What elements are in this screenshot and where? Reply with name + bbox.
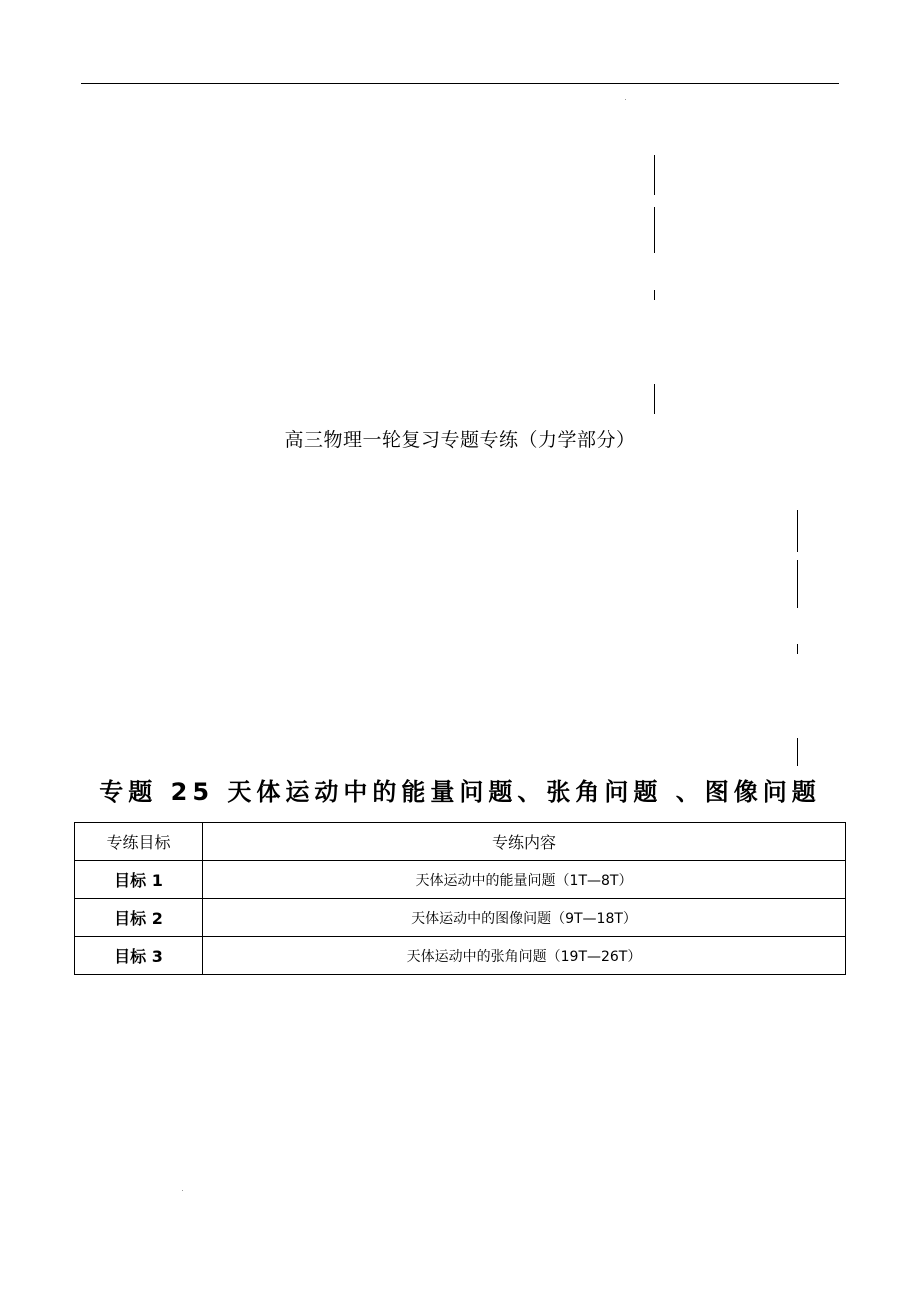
table-row (75, 937, 846, 975)
content-cell: 天体运动中的能量问题（1T—8T） (203, 861, 846, 899)
margin-mark (654, 155, 655, 195)
content-cell: 天体运动中的张角问题（19T—26T） (203, 937, 846, 975)
header-rule (81, 83, 839, 84)
content-cell: 天体运动中的图像问题（9T—18T） (203, 899, 846, 937)
header-goal: 专练目标 (75, 823, 203, 861)
margin-mark (797, 510, 798, 552)
margin-mark (654, 290, 655, 300)
goal-cell: 目标 3 (75, 937, 203, 975)
margin-mark (797, 560, 798, 608)
table-row (75, 899, 846, 937)
margin-mark (654, 384, 655, 414)
goal-cell: 目标 2 (75, 899, 203, 937)
table-header-row (75, 823, 846, 861)
practice-plan-table (74, 822, 846, 975)
scan-speck (182, 1190, 183, 1191)
topic-title: 专题 25 天体运动中的能量问题、张角问题 、图像问题 (99, 778, 821, 806)
margin-mark (797, 644, 798, 654)
table-row (75, 861, 846, 899)
margin-mark (654, 207, 655, 253)
header-content: 专练内容 (203, 823, 846, 861)
series-title: 高三物理一轮复习专题专练（力学部分） (284, 429, 636, 451)
goal-cell: 目标 1 (75, 861, 203, 899)
margin-mark (797, 738, 798, 766)
scan-speck (625, 99, 626, 100)
